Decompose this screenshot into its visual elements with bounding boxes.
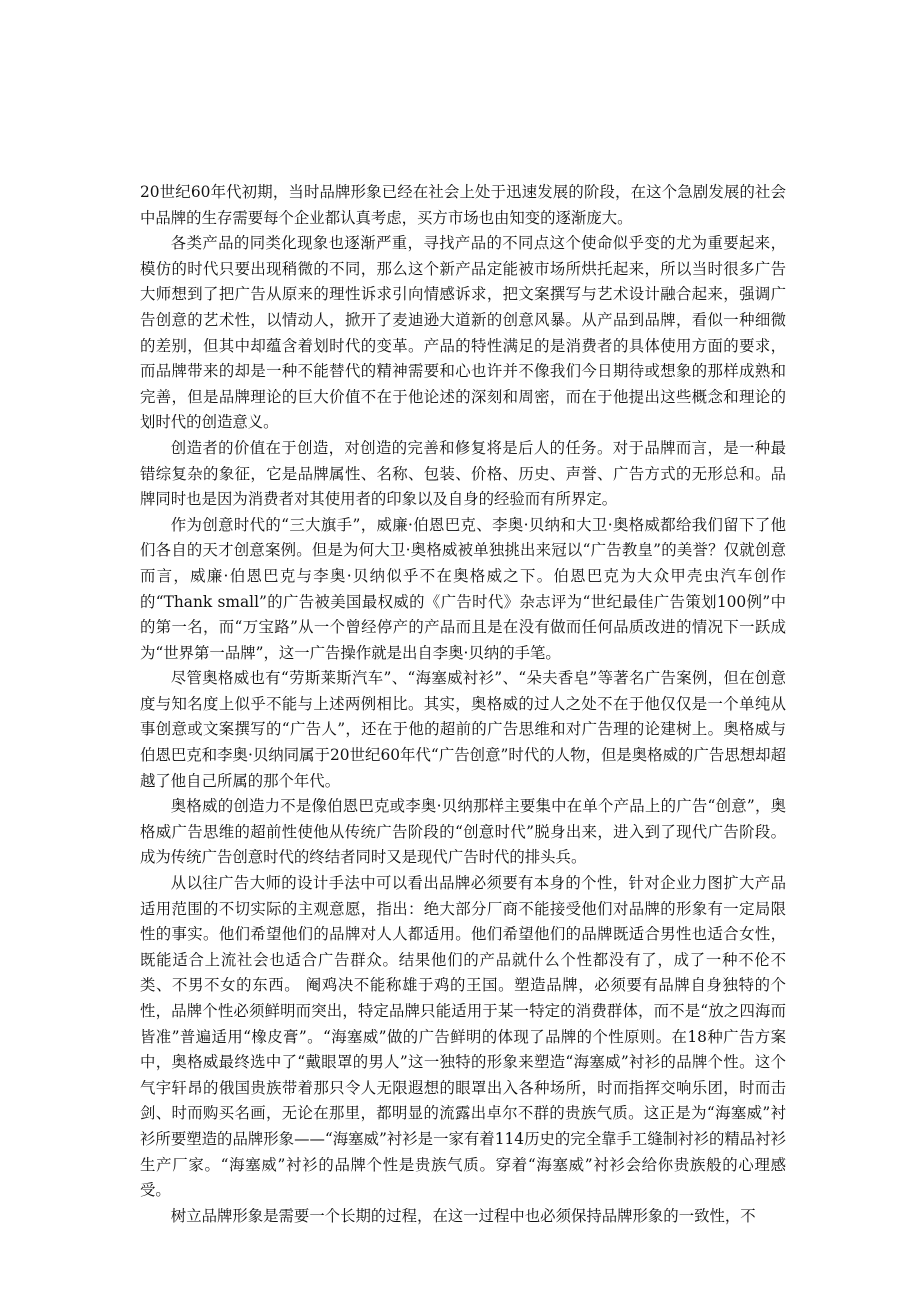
paragraph-6: 奥格威的创造力不是像伯恩巴克或李奥·贝纳那样主要集中在单个产品上的广告“创意”，奥格威广告思维的超前性使他从传统广告阶段的“创意时代”脱身出来，进入到了现代广告阶段。成为传统广告创意时代的终结者同时又是现代广告时代的排头兵。 — [140, 797, 786, 867]
paragraph-1: 20世纪60年代初期，当时品牌形象已经在社会上处于迅速发展的阶段，在这个急剧发展的社会中品牌的生存需要每个企业都认真考虑，买方市场也由知变的逐渐庞大。 — [140, 183, 786, 227]
paragraph-5: 尽管奥格威也有“劳斯莱斯汽车”、“海塞威衬衫”、“朵夫香皂”等著名广告案例，但在创意度与知名度上似乎不能与上述两例相比。其实，奥格威的过人之处不在于他仅仅是一个单纯从事创意或文案撰写的“广告人”，还在于他的超前的广告思维和对广告理的论建树上。奥格威与伯恩巴克和李奥·贝纳同属于20世纪60年代“广告创意”时代的人物，但是奥格威的广告思想却超越了他自己所属的那个年代。 — [140, 669, 786, 790]
paragraph-8: 树立品牌形象是需要一个长期的过程，在这一过程中也必须保持品牌形象的一致性，不 — [170, 1206, 756, 1225]
paragraph-2: 各类产品的同类化现象也逐渐严重，寻找产品的不同点这个使命似乎变的尤为重要起来，模仿的时代只要出现稍微的不同，那么这个新产品定能被市场所烘托起来，所以当时很多广告大师想到了把广告从原来的理性诉求引向情感诉求，把文案撰写与艺术设计融合起来，强调广告创意的艺术性，以情动人，掀开了麦迪逊大道新的创意风暴。从产品到品牌，看似一种细微的差别，但其中却蕴含着划时代的变革。产品的特性满足的是消费者的具体使用方面的要求，而品牌带来的却是一种不能替代的精神需要和心也许并不像我们今日期待或想象的那样成熟和完善，但是品牌理论的巨大价值不在于他论述的深刻和周密，而在于他提出这些概念和理论的划时代的创造意义。 — [140, 234, 786, 432]
paragraph-4: 作为创意时代的“三大旗手”，威廉·伯恩巴克、李奥·贝纳和大卫·奥格威都给我们留下了他们各自的天才创意案例。但是为何大卫·奥格威被单独挑出来冠以“广告教皇”的美誉？仅就创意而言，威廉·伯恩巴克与李奥·贝纳似乎不在奥格威之下。伯恩巴克为大众甲壳虫汽车创作的“Thank small”的广告被美国最权威的《广告时代》杂志评为“世纪最佳广告策划100例”中的第一名，而“万宝路”从一个曾经停产的产品而且是在没有做而任何品质改进的情况下一跃成为“世界第一品牌”，这一广告操作就是出自李奥·贝纳的手笔。 — [140, 515, 786, 662]
paragraph-7: 从以往广告大师的设计手法中可以看出品牌必须要有本身的个性，针对企业力图扩大产品适用范围的不切实际的主观意愿，指出：绝大部分厂商不能接受他们对品牌的形象有一定局限性的事实。他们希望他们的品牌对人人都适用。他们希望他们的品牌既适合男性也适合女性，既能适合上流社会也适合广告群众。结果他们的产品就什么个性都没有了，成了一种不伦不类、不男不女的东西。 阉鸡决不能称雄于鸡的王国。塑造品牌，必须要有品牌自身独特的个性，品牌个性必须鲜明而突出，特定品牌只能适用于某一特定的消费群体，而不是“放之四海而皆准”普遍适用“橡皮膏”。“海塞威”做的广告鲜明的体现了品牌的个性原则。在18种广告方案中，奥格威最终选中了“戴眼罩的男人”这一独特的形象来塑造“海塞威”衬衫的品牌个性。这个气宇轩昂的俄国贵族带着那只令人无限遐想的眼罩出入各种场所，时而指挥交响乐团，时而击剑、时而购买名画，无论在那里，都明显的流露出卓尔不群的贵族气质。这正是为“海塞威”衬衫所要塑造的品牌形象——“海塞威”衬衫是一家有着114历史的完全靠手工缝制衬衫的精品衬衫生产厂家。“海塞威”衬衫的品牌个性是贵族气质。穿着“海塞威”衬衫会给你贵族般的心理感受。 — [140, 874, 786, 1200]
document-body — [140, 180, 786, 1229]
paragraph-3: 创造者的价值在于创造，对创造的完善和修复将是后人的任务。对于品牌而言，是一种最错综复杂的象征，它是品牌属性、名称、包装、价格、历史、声誉、广告方式的无形总和。品牌同时也是因为消费者对其使用者的印象以及自身的经验而有所界定。 — [140, 438, 786, 509]
